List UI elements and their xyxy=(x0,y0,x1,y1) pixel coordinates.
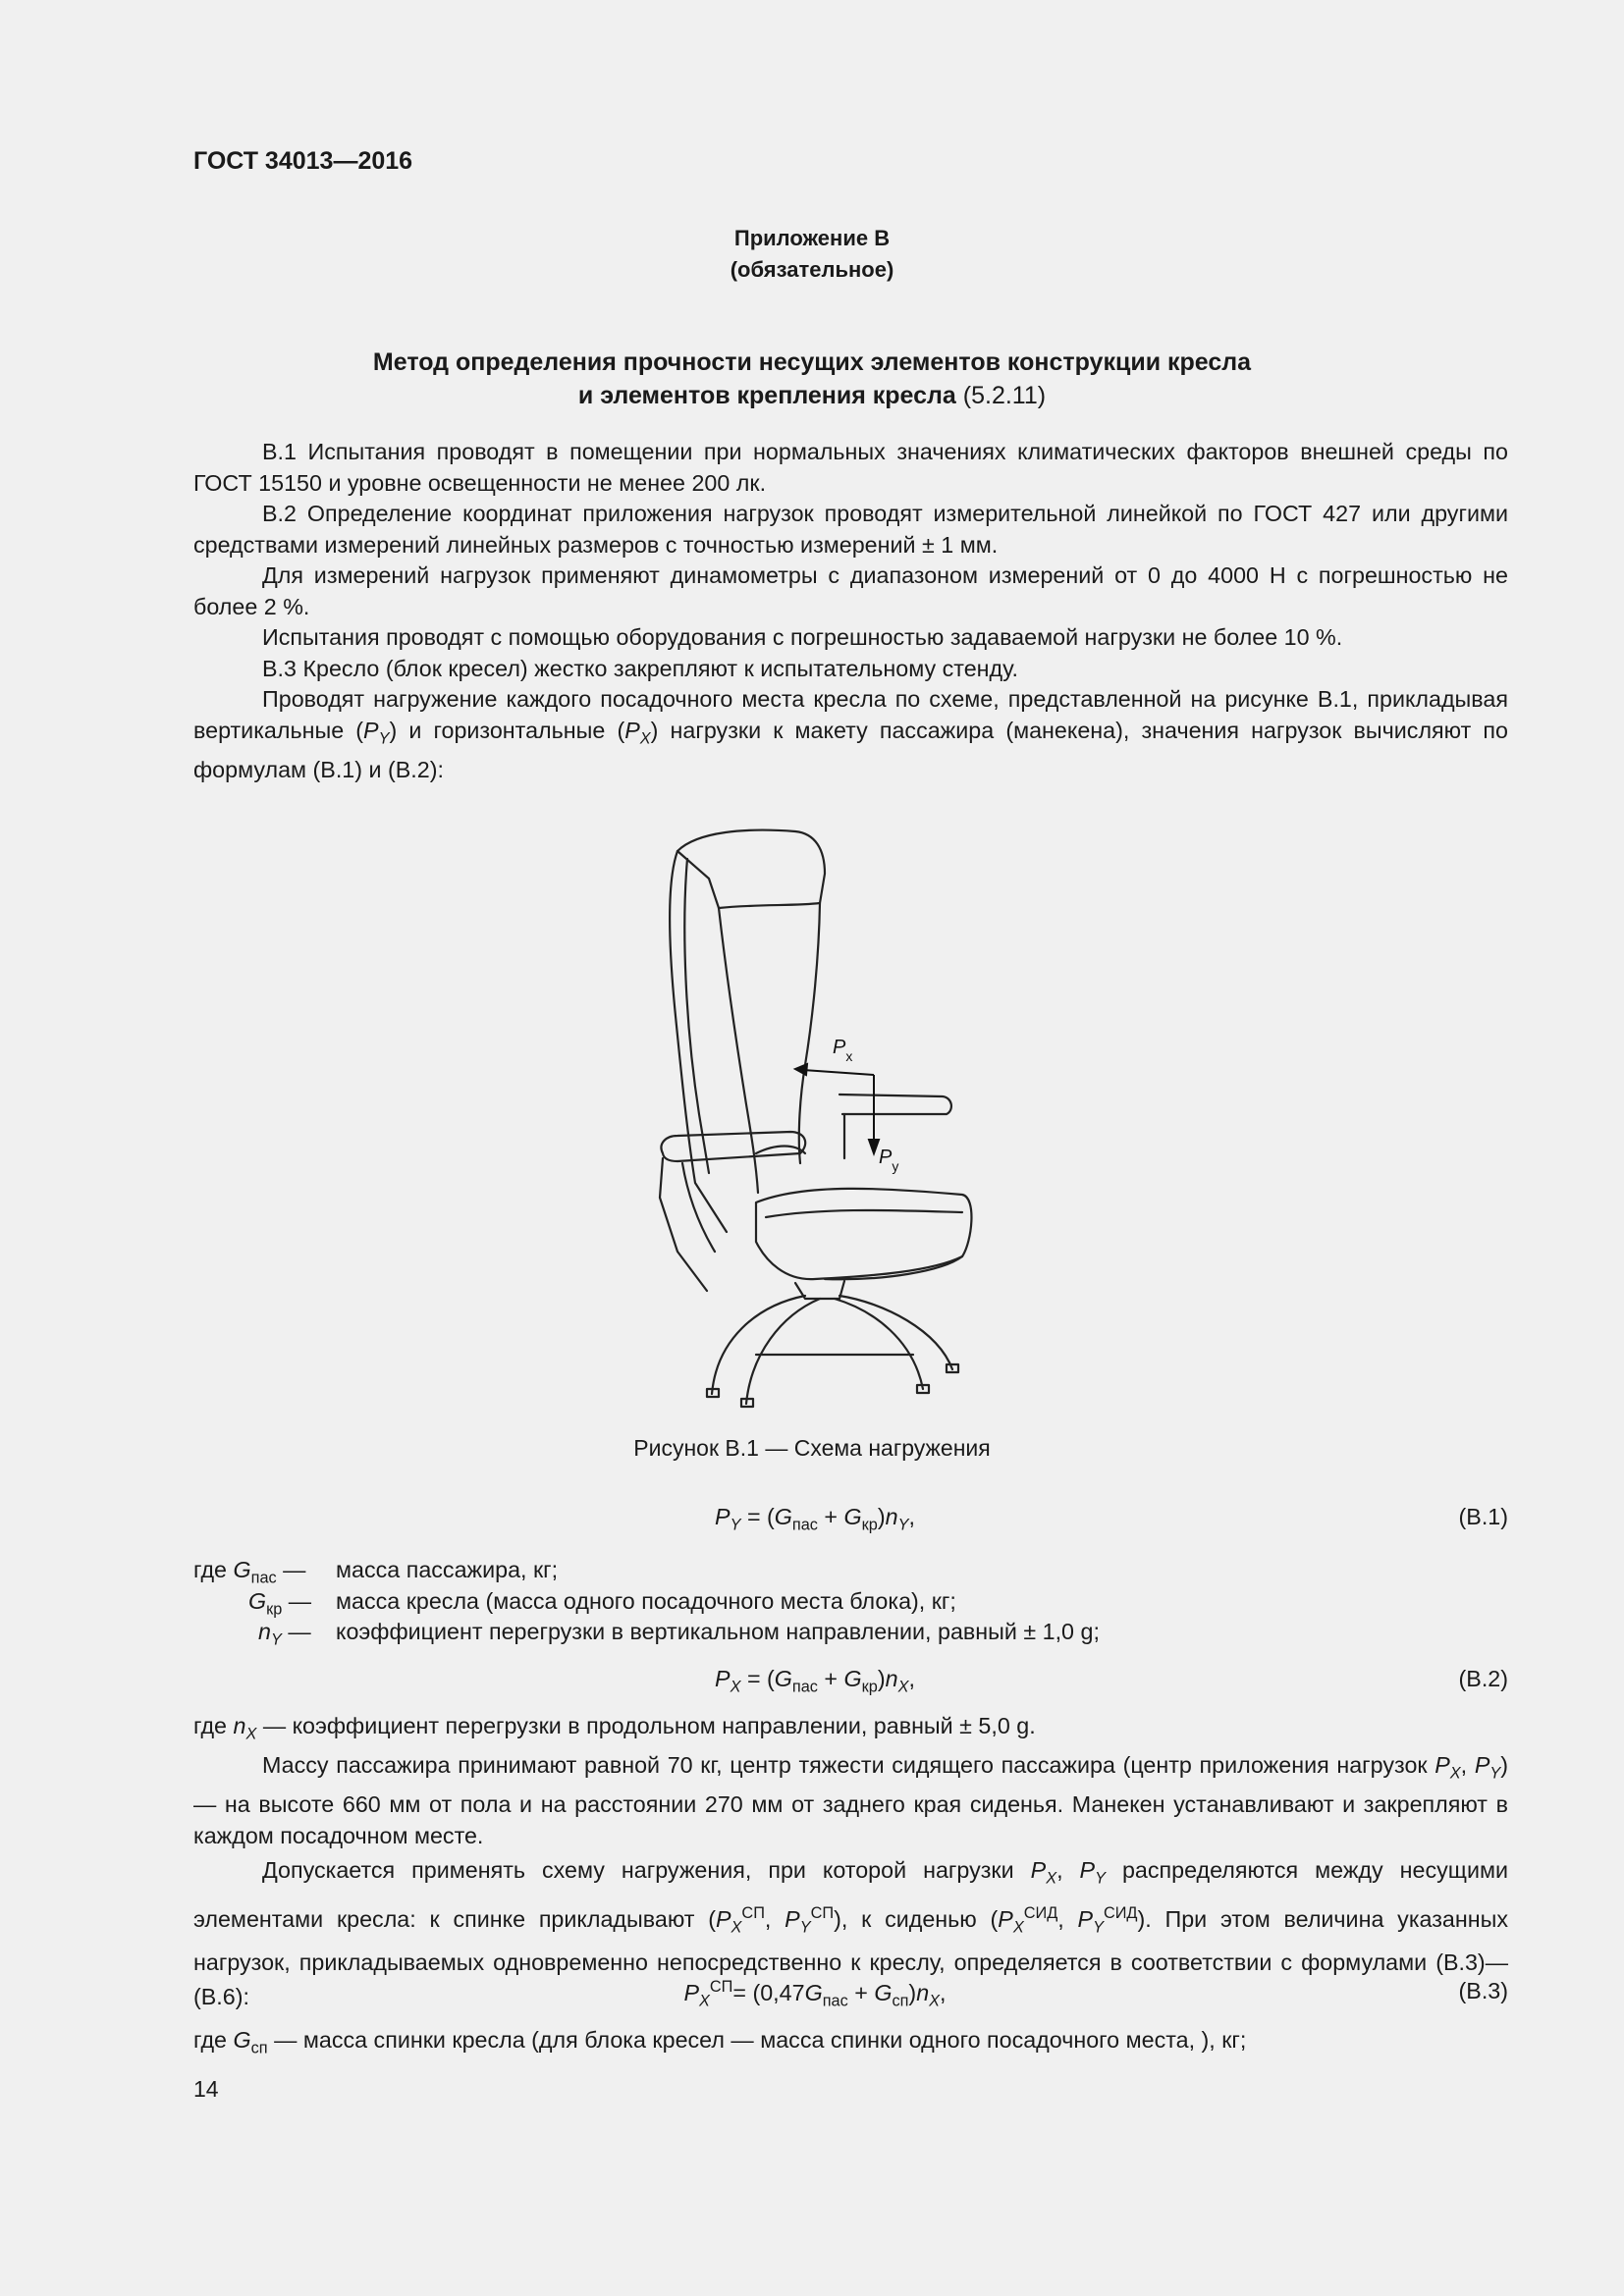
paragraph-equipment: Испытания проводят с помощью оборудования с погрешностью задаваемой нагрузки не более 10 %. xyxy=(262,624,1343,650)
definition-g-sp-text: масса спинки кресла (для блока кресел — масса спинки одного посадочного места, ), кг; xyxy=(302,2027,1247,2053)
text-after-b2 xyxy=(193,1711,1508,2014)
definition-g-sp-line: где $G_{сп}$ — масса спинки кресла (для блока кресел — масса спинки одного посадочного места, ), кг; xyxy=(193,2027,1247,2057)
load-arrows xyxy=(795,1064,879,1153)
definition-g-kr: $G_{кр}$ — масса кресла (масса одного посадочного места блока), кг; xyxy=(248,1587,956,1619)
seat-edge xyxy=(766,1210,962,1217)
px-label: $P_x$ xyxy=(833,1037,853,1064)
paragraph-b1: В.1 Испытания проводят в помещении при нормальных значениях климатических факторов внешней среды по ГОСТ 15150 и уровне освещенности не менее 200 лк. xyxy=(193,439,1508,496)
paragraph-b2: В.2 Определение координат приложения нагрузок проводят измерительной линейкой по ГОСТ 427 или другими средствами измерений линейных размеров с точностью измерений ± 1 мм. xyxy=(193,501,1508,558)
px-arrow-line xyxy=(803,1070,874,1075)
definition-g-pas: где $G_{пас}$ — масса пассажира, кг; xyxy=(193,1557,559,1587)
page-number: 14 xyxy=(193,2076,219,2102)
back-cushion-left xyxy=(719,908,758,1193)
document-code: ГОСТ 34013—2016 xyxy=(193,147,413,175)
where-word-3: где xyxy=(193,2027,228,2053)
definition-n-y-text: коэффициент перегрузки в вертикальном направлении, равный ± 1,0 g; xyxy=(336,1619,1100,1644)
paragraph-passenger-mass-part2: ) — на высоте 660 мм от пола и на расстоянии 270 мм от заднего края сиденья. Манекен устанавливают и закрепляют в каждом посадочном месте. xyxy=(193,1752,1508,1848)
formula-b2-number: (В.2) xyxy=(1458,1666,1508,1691)
paragraph-b3: В.3 Кресло (блок кресел) жестко закрепляют к испытательному стенду. xyxy=(262,655,1018,681)
figure-caption: Рисунок В.1 — Схема нагружения xyxy=(633,1435,991,1461)
paragraph-loading-part3: ) нагрузки к макету пассажира (манекена), значения нагрузок вычисляют по формулам (В.1) и (В.2): xyxy=(193,717,1509,782)
formula-b1: $P_Y = (G_{пас} + G_{кр})n_Y$, xyxy=(715,1504,915,1534)
definitions-b1 xyxy=(193,1555,1509,1648)
right-armrest xyxy=(839,1095,951,1114)
paragraph-passenger-mass-part1: Массу пассажира принимают равной 70 кг, центр тяжести сидящего пассажира (центр приложения нагрузок xyxy=(262,1752,1435,1779)
paragraph-load-distribution: Допускается применять схему нагружения, при которой нагрузки $P_X$, $P_Y$ распределяются между несущими элементами кресла: к спинке прикладывают ($P_X^{СП}$, $P_Y^{СП}$), к сиденью ($P_X^{СИД}$, $P_Y^{СИД}$). При этом величина указанных нагрузок, прикладываемых одновременно непосредственно к креслу, определяется в соответствии с формулами (В.3)—(В.6): xyxy=(193,1857,1508,2009)
definition-g-pas-text: масса пассажира, кг; xyxy=(336,1557,559,1582)
intro-paragraphs xyxy=(193,437,1508,785)
where-word: где xyxy=(193,1557,228,1582)
definition-n-y: $n_Y$ — коэффициент перегрузки в вертикальном направлении, равный ± 1,0 g; xyxy=(258,1619,1100,1649)
method-heading-line2 xyxy=(196,379,1428,412)
definition-n-x: где $n_X$ — коэффициент перегрузки в продольном направлении, равный ± 5,0 g. xyxy=(193,1713,1036,1743)
paragraph-load-distribution-part2: распределяются между несущими элементами кресла: к спинке прикладывают ( xyxy=(193,1857,1508,1933)
seat-loading-diagram xyxy=(648,820,1001,1409)
formula-b3-number: (В.3) xyxy=(1458,1978,1508,2003)
where-word-2: где xyxy=(193,1713,228,1738)
definition-g-kr-text: масса кресла (масса одного посадочного места блока), кг; xyxy=(336,1587,956,1614)
paragraph-loading: Проводят нагружение каждого посадочного места кресла по схеме, представленной на рисунке В.1, прикладывая вертикальные $(P_Y)$ и горизонтальные $(P_X)$ нагрузки к макету пассажира (манекена), значения нагрузок вычисляют по формулам (В.1) и (В.2): xyxy=(193,686,1509,782)
definition-g-sp xyxy=(193,2025,1508,2064)
formula-b3: $P_X^{СП}= (0,47G_{пас} + G_{сп})n_X$, xyxy=(683,1978,947,2010)
px-arrow-head xyxy=(795,1064,807,1075)
headrest-shape xyxy=(677,830,825,908)
definition-n-x-text: коэффициент перегрузки в продольном направлении, равный ± 5,0 g. xyxy=(292,1713,1036,1738)
back-cushion-bottom xyxy=(756,1147,805,1154)
py-arrow-head xyxy=(869,1140,879,1153)
method-heading-line2-text: и элементов крепления кресла xyxy=(577,382,956,409)
method-heading-line1: Метод определения прочности несущих элементов конструкции кресла xyxy=(372,348,1252,376)
paragraph-loading-part1: Проводят нагружение каждого посадочного места кресла по схеме, представленной на рисунке В.1, прикладывая вертикальные ( xyxy=(193,686,1508,743)
paragraph-dynamometers: Для измерений нагрузок применяют динамометры с диапазоном измерений от 0 до 4000 Н с погрешностью не более 2 %. xyxy=(193,562,1508,619)
annex-title: Приложение В xyxy=(733,226,891,250)
seat-cushion xyxy=(756,1189,971,1279)
paragraph-load-distribution-part4: ). При этом величина указанных нагрузок, прикладываемых одновременно непосредственно к креслу, определяется в соответствии с формулами (В.3)—(В.6): xyxy=(193,1906,1508,2009)
base-leg-front-right xyxy=(835,1299,923,1389)
base-leg-back xyxy=(712,1296,805,1394)
paragraph-passenger-mass: Массу пассажира принимают равной 70 кг, центр тяжести сидящего пассажира (центр приложения нагрузок $P_X$, $P_Y$) — на высоте 660 мм от пола и на расстоянии 270 мм от заднего края сиденья. Манекен устанавливают и закрепляют в каждом посадочном месте. xyxy=(193,1752,1508,1848)
section-reference: (5.2.11) xyxy=(962,382,1047,409)
py-label: $P_y$ xyxy=(879,1147,899,1174)
formula-b2: $P_X = (G_{пас} + G_{кр})n_X$, xyxy=(715,1666,915,1696)
paragraph-load-distribution-part3: ), к сиденью ( xyxy=(834,1906,999,1933)
paragraph-loading-part2: ) и горизонтальные ( xyxy=(389,717,625,743)
annex-status: (обязательное) xyxy=(730,257,894,282)
paragraph-load-distribution-part1: Допускается применять схему нагружения, при которой нагрузки xyxy=(262,1857,1031,1884)
seat-bottom-edge xyxy=(825,1256,962,1279)
method-heading xyxy=(196,346,1428,412)
back-cushion-right xyxy=(799,903,820,1163)
formula-b1-number: (В.1) xyxy=(1458,1504,1508,1529)
